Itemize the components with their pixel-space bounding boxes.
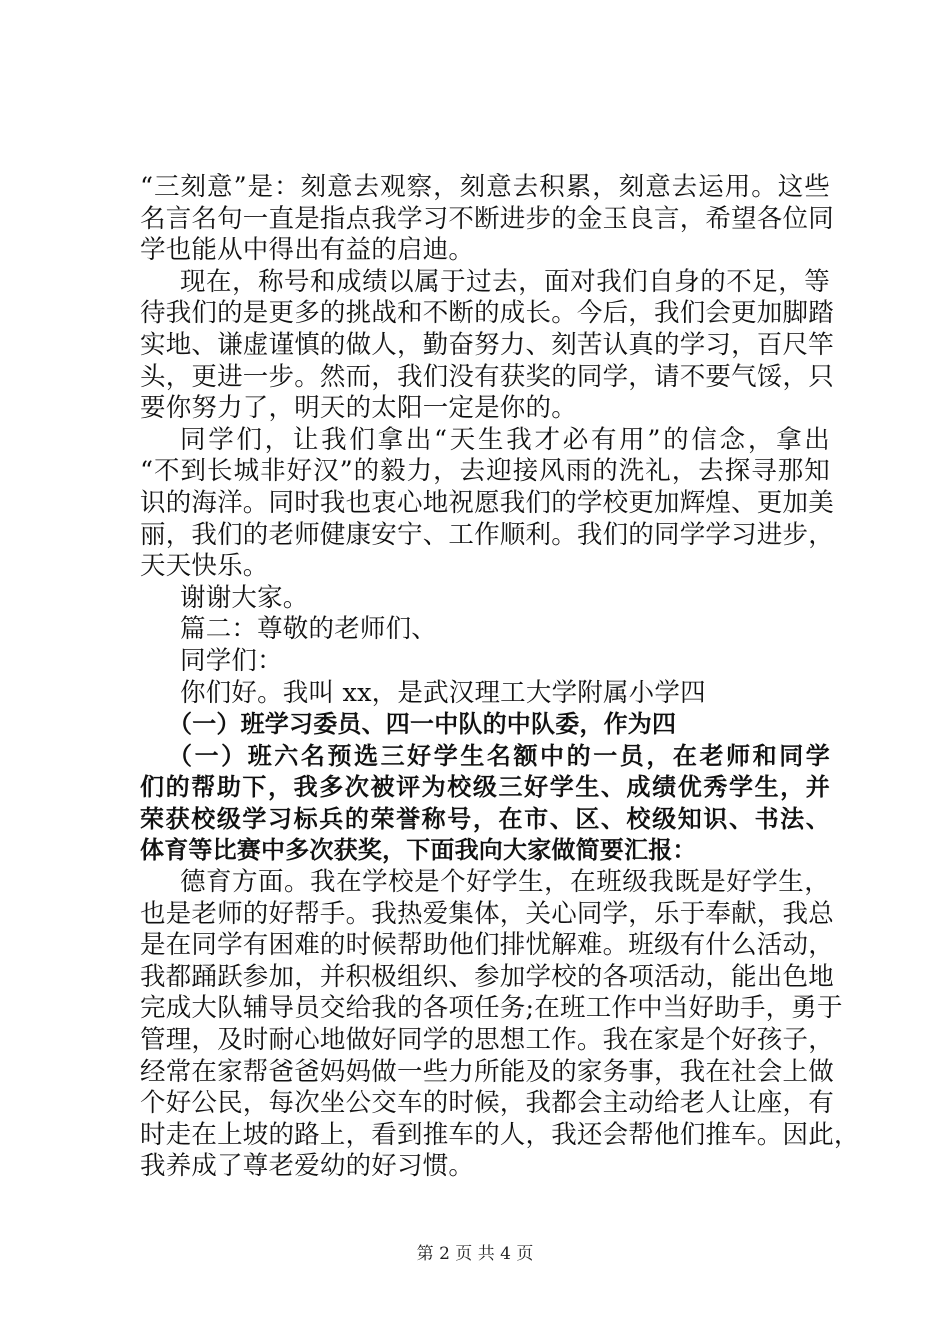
text-line: 个好公民，每次坐公交车的时候，我都会主动给老人让座，有 xyxy=(140,1088,834,1119)
bold-text-line: 荣获校级学习标兵的荣誉称号，在市、区、校级知识、书法、 xyxy=(140,804,830,833)
page-footer: 第 2 页 共 4 页 xyxy=(416,1244,534,1264)
text-line: 完成大队辅导员交给我的各项任务;在班工作中当好助手，勇于 xyxy=(140,993,843,1024)
bold-text-line: 体育等比赛中多次获奖，下面我向大家做简要汇报： xyxy=(140,836,697,865)
text-line: 丽，我们的老师健康安宁、工作顺利。我们的同学学习进步， xyxy=(140,519,834,550)
text-line: “不到长城非好汉”的毅力，去迎接风雨的洗礼，去探寻那知 xyxy=(140,456,830,487)
text-line: 谢谢大家。 xyxy=(180,582,309,613)
section-heading: 篇二：尊敬的老师们、 xyxy=(180,614,438,645)
text-line: 要你努力了，明天的太阳一定是你的。 xyxy=(140,393,577,424)
text-line: 待我们的是更多的挑战和不断的成长。今后，我们会更加脚踏 xyxy=(140,298,834,329)
text-line: 天天快乐。 xyxy=(140,551,269,582)
text-line: 是在同学有困难的时候帮助他们排忧解难。班级有什么活动， xyxy=(140,930,834,961)
text-line: 实地、谦虚谨慎的做人，勤奋努力、刻苦认真的学习，百尺竿 xyxy=(140,329,834,360)
text-line: 现在，称号和成绩以属于过去，面对我们自身的不足，等 xyxy=(180,266,830,297)
document-body xyxy=(140,172,860,1183)
text-line: 学也能从中得出有益的启迪。 xyxy=(140,235,475,266)
text-line: 名言名句一直是指点我学习不断进步的金玉良言，希望各位同 xyxy=(140,203,834,234)
text-line: 我养成了尊老爱幼的好习惯。 xyxy=(140,1151,475,1182)
text-line: “三刻意”是：刻意去观察，刻意去积累，刻意去运用。这些 xyxy=(140,172,830,202)
text-line: 头，更进一步。然而，我们没有获奖的同学，请不要气馁，只 xyxy=(140,361,834,392)
text-line: 经常在家帮爸爸妈妈做一些力所能及的家务事，我在社会上做 xyxy=(140,1056,834,1087)
bold-text-line: 们的帮助下，我多次被评为校级三好学生、成绩优秀学生，并 xyxy=(140,773,830,802)
text-line: 同学们： xyxy=(180,645,283,676)
text-line: 我都踊跃参加，并积极组织、参加学校的各项活动，能出色地 xyxy=(140,961,834,992)
text-line: 也是老师的好帮手。我热爱集体，关心同学，乐于奉献，我总 xyxy=(140,898,834,929)
text-line: 管理，及时耐心地做好同学的思想工作。我在家是个好孩子， xyxy=(140,1025,834,1056)
text-line: 同学们，让我们拿出“天生我才必有用”的信念，拿出 xyxy=(180,424,830,455)
text-line: 你们好。我叫 xx，是武汉理工大学附属小学四 xyxy=(180,677,706,708)
text-line: 时走在上坡的路上，看到推车的人，我还会帮他们推车。因此， xyxy=(140,1119,860,1150)
bold-text-line: （一）班学习委员、四一中队的中队委，作为四 xyxy=(168,710,677,739)
text-line: 识的海洋。同时我也衷心地祝愿我们的学校更加辉煌、更加美 xyxy=(140,487,834,518)
bold-text-line: （一）班六名预选三好学生名额中的一员，在老师和同学 xyxy=(168,741,830,770)
text-line: 德育方面。我在学校是个好学生，在班级我既是好学生， xyxy=(180,867,830,898)
